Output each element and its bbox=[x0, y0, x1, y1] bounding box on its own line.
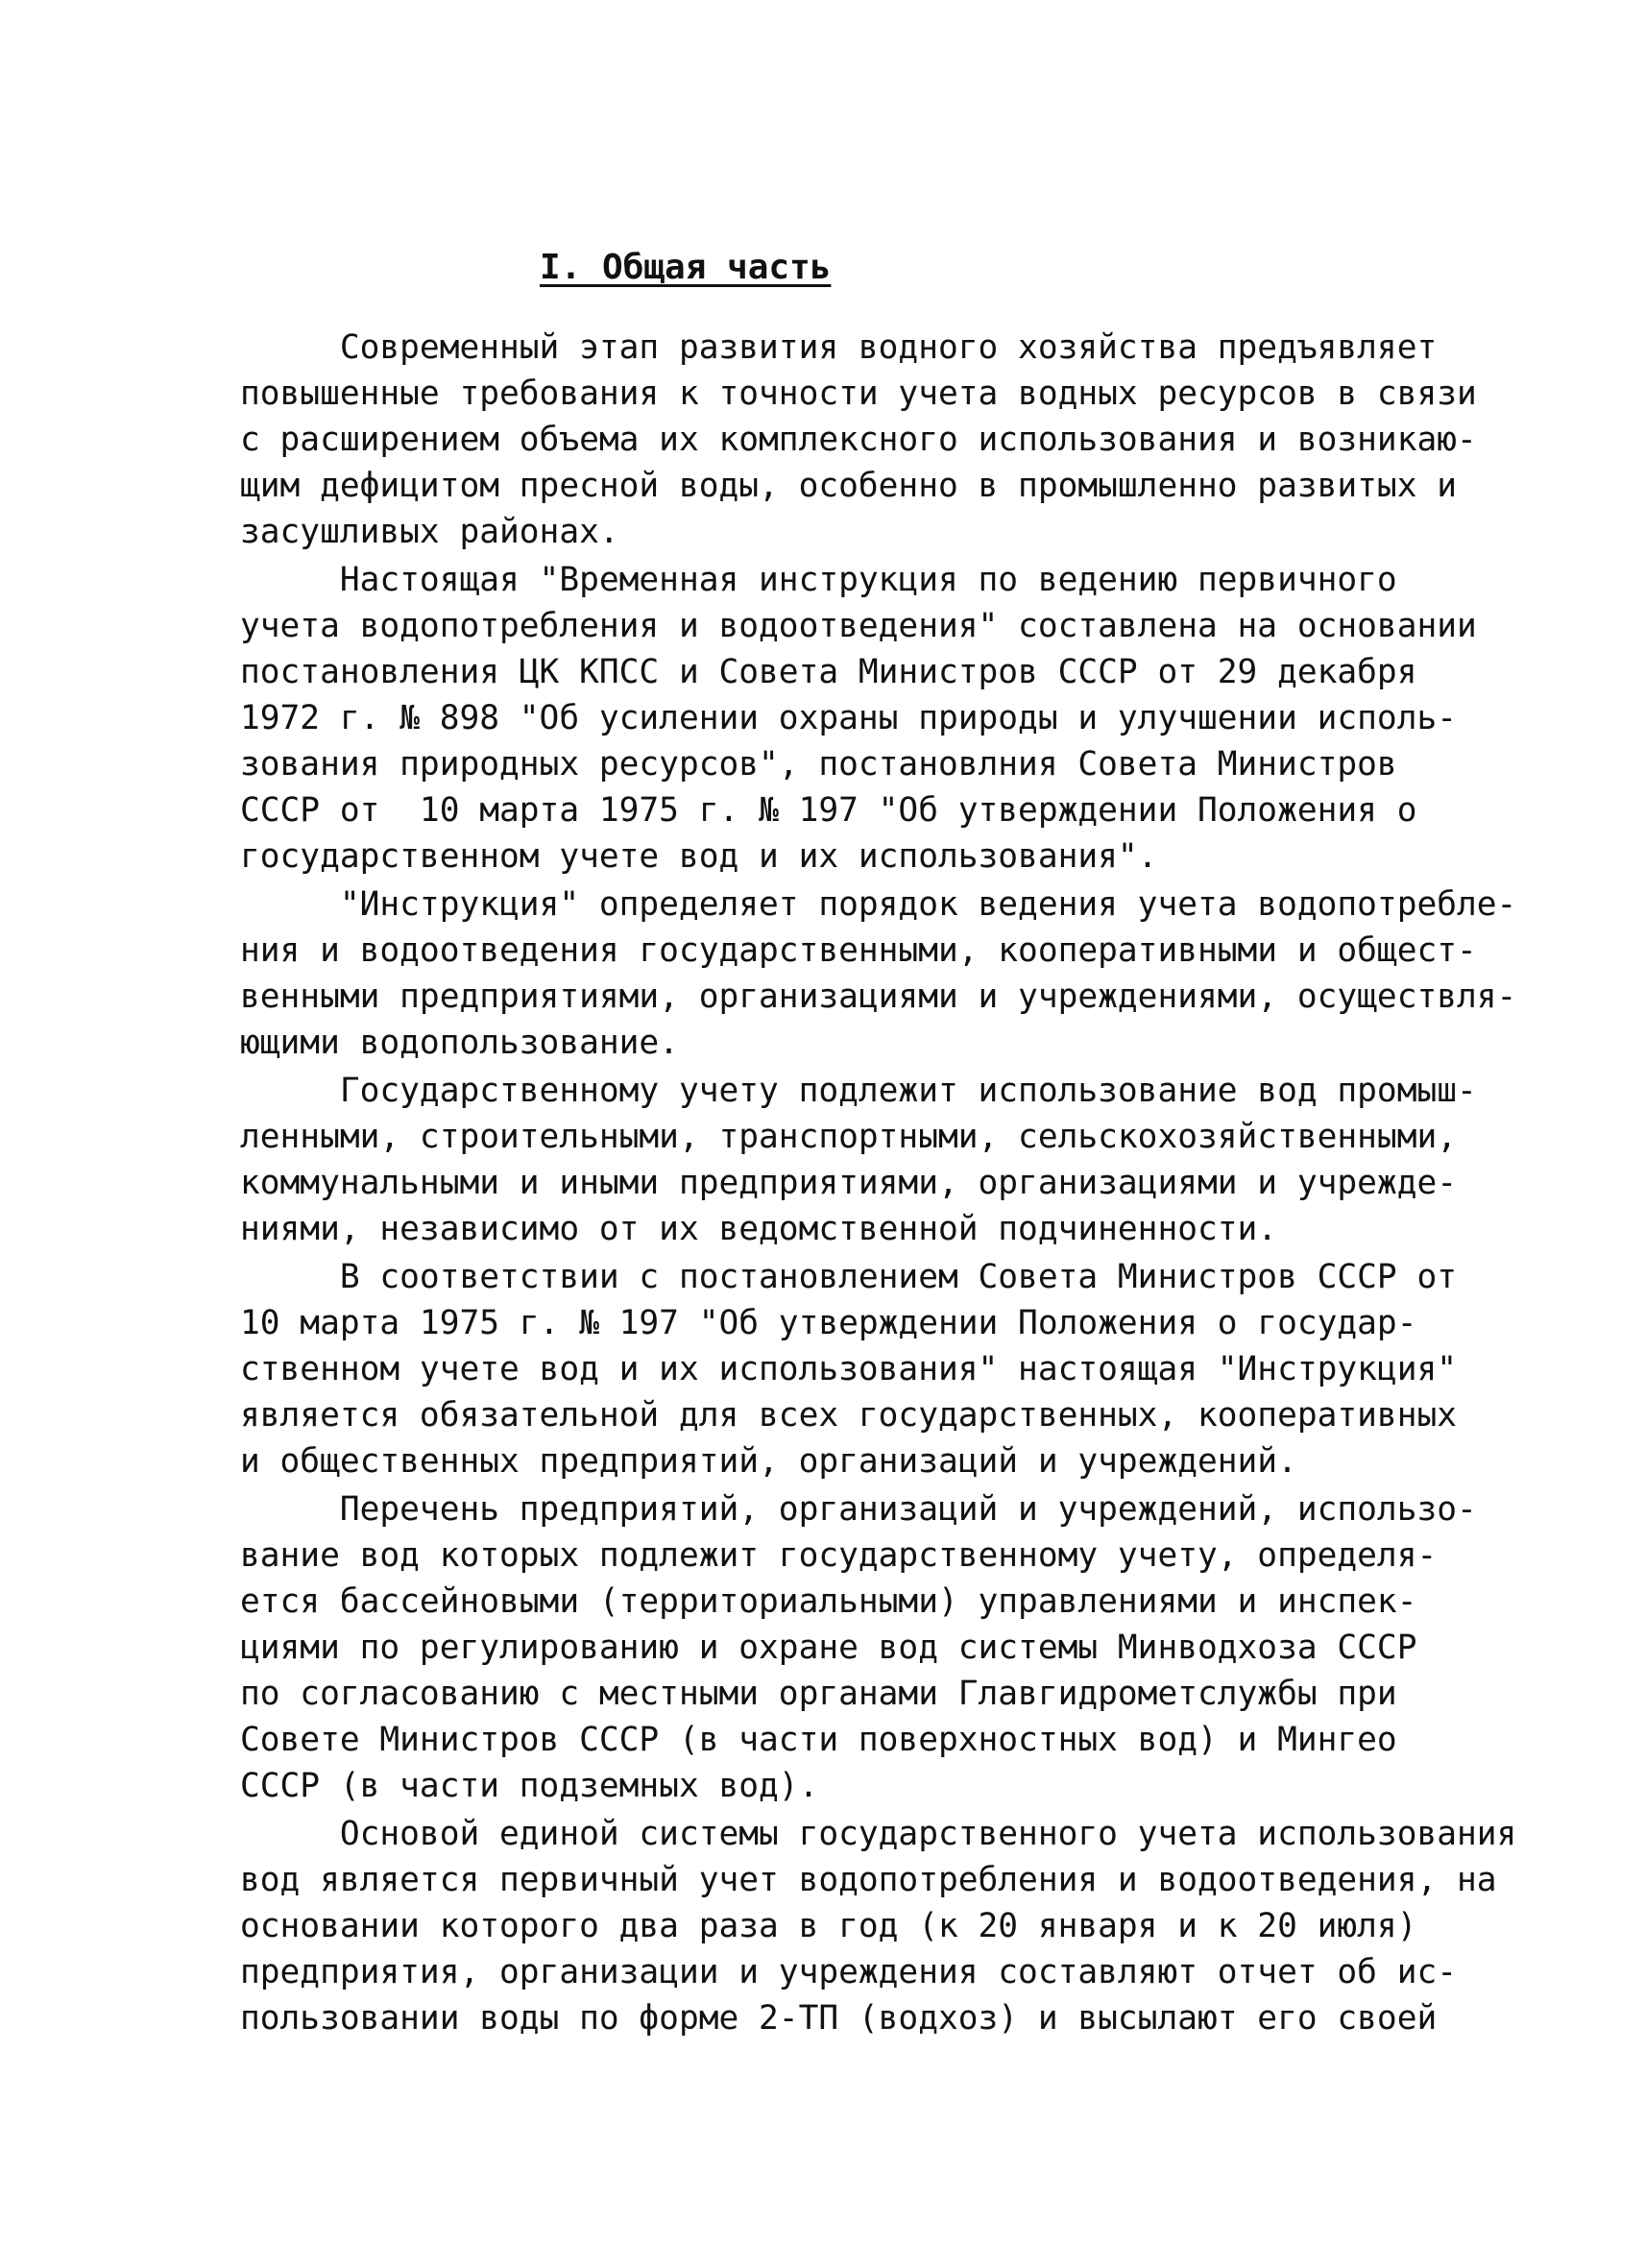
text-line: Совете Министров СССР (в части поверхностных вод) и Мингео bbox=[240, 1721, 1397, 1759]
text-line: ниями, независимо от их ведомственной подчиненности. bbox=[240, 1210, 1278, 1248]
paragraph bbox=[240, 1068, 1477, 1252]
document-body bbox=[240, 325, 1517, 2041]
text-line: венными предприятиями, организациями и учреждениями, осуществля- bbox=[240, 977, 1517, 1016]
text-line: государственном учете вод и их использования". bbox=[240, 837, 1158, 876]
text-line: "Инструкция" определяет порядок ведения учета водопотребле- bbox=[240, 885, 1517, 924]
text-line: пользовании воды по форме 2-ТП (водхоз) и высылают его своей bbox=[240, 1999, 1438, 2038]
text-line: учета водопотребления и водоотведения" составлена на основании bbox=[240, 607, 1477, 645]
text-line: ющими водопользование. bbox=[240, 1024, 679, 1062]
text-line: ленными, строительными, транспортными, сельскохозяйственными, bbox=[240, 1118, 1458, 1156]
text-line: щим дефицитом пресной воды, особенно в промышленно развитых и bbox=[240, 467, 1458, 505]
section-heading: I. Общая часть bbox=[540, 248, 832, 287]
text-line: циями по регулированию и охране вод системы Минводхоза СССР bbox=[240, 1629, 1417, 1667]
paragraph bbox=[240, 325, 1477, 555]
paragraph bbox=[240, 1811, 1517, 2041]
text-line: Основой единой системы государственного учета использования bbox=[240, 1815, 1517, 1853]
text-line: В соответствии с постановлением Совета Министров СССР от bbox=[240, 1258, 1458, 1296]
text-line: повышенные требования к точности учета водных ресурсов в связи bbox=[240, 374, 1477, 413]
paragraph bbox=[240, 1486, 1477, 1809]
text-line: является обязательной для всех государственных, кооперативных bbox=[240, 1396, 1458, 1435]
text-line: ния и водоотведения государственными, кооперативными и общест- bbox=[240, 931, 1477, 970]
text-line: СССР от 10 марта 1975 г. № 197 "Об утверждении Положения о bbox=[240, 791, 1417, 830]
paragraph bbox=[240, 557, 1477, 880]
text-line: Перечень предприятий, организаций и учреждений, использо- bbox=[240, 1490, 1477, 1529]
text-line: с расширением объема их комплексного использования и возникаю- bbox=[240, 421, 1477, 459]
text-line: зования природных ресурсов", постановлния Совета Министров bbox=[240, 745, 1397, 784]
text-line: Современный этап развития водного хозяйства предъявляет bbox=[240, 328, 1438, 367]
text-line: засушливых районах. bbox=[240, 513, 619, 551]
text-line: коммунальными и иными предприятиями, организациями и учрежде- bbox=[240, 1164, 1458, 1202]
paragraph bbox=[240, 1254, 1458, 1484]
text-line: вание вод которых подлежит государственному учету, определя- bbox=[240, 1536, 1438, 1575]
text-line: СССР (в части подземных вод). bbox=[240, 1767, 819, 1805]
text-line: основании которого два раза в год (к 20 января и к 20 июля) bbox=[240, 1907, 1417, 1945]
text-line: и общественных предприятий, организаций и учреждений. bbox=[240, 1442, 1297, 1481]
text-line: по согласованию с местными органами Главгидрометслужбы при bbox=[240, 1675, 1397, 1713]
text-line: 1972 г. № 898 "Об усилении охраны природы и улучшении исполь- bbox=[240, 699, 1458, 737]
text-line: 10 марта 1975 г. № 197 "Об утверждении Положения о государ- bbox=[240, 1304, 1417, 1342]
paragraph bbox=[240, 881, 1517, 1066]
text-line: Государственному учету подлежит использование вод промыш- bbox=[240, 1072, 1477, 1110]
text-line: ственном учете вод и их использования" настоящая "Инструкция" bbox=[240, 1350, 1458, 1388]
text-line: постановления ЦК КПСС и Совета Министров СССР от 29 декабря bbox=[240, 653, 1417, 691]
text-line: ется бассейновыми (территориальными) управлениями и инспек- bbox=[240, 1582, 1417, 1621]
text-line: предприятия, организации и учреждения составляют отчет об ис- bbox=[240, 1953, 1458, 1991]
text-line: вод является первичный учет водопотребления и водоотведения, на bbox=[240, 1861, 1497, 1899]
text-line: Настоящая "Временная инструкция по ведению первичного bbox=[240, 561, 1397, 599]
